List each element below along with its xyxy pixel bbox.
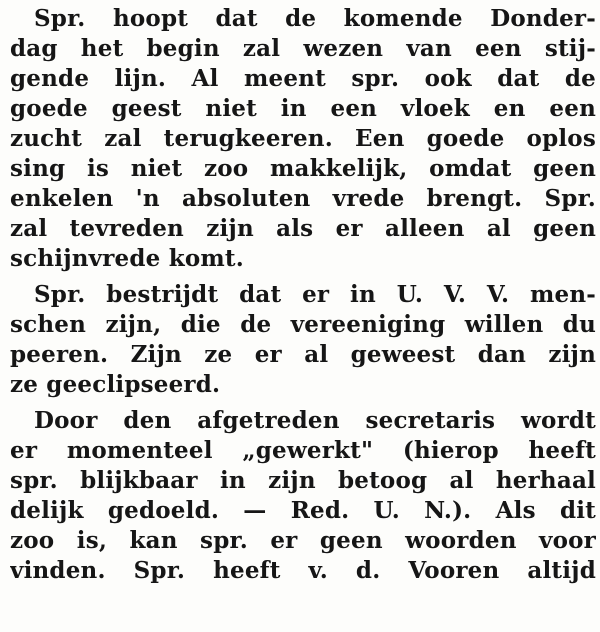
text-line: Spr. hoopt dat de komende Donder- xyxy=(34,5,596,32)
text-line: gende lijn. Al meent spr. ook dat de xyxy=(10,65,596,92)
text-line: peeren. Zijn ze er al geweest dan zijn xyxy=(10,341,596,368)
paragraph-2 xyxy=(10,280,596,400)
text-line: goede geest niet in een vloek en een xyxy=(10,95,596,122)
text-line: Door den afgetreden secretaris wordt xyxy=(34,407,596,434)
article-column xyxy=(10,4,596,586)
text-line: ze geeclipseerd. xyxy=(10,371,221,398)
text-line: dag het begin zal wezen van een stij- xyxy=(10,35,596,62)
text-line: schijnvrede komt. xyxy=(10,245,244,272)
text-line: zucht zal terugkeeren. Een goede oplos xyxy=(10,125,596,152)
text-line: spr. blijkbaar in zijn betoog al herhaal xyxy=(10,467,596,494)
text-line: Spr. bestrijdt dat er in U. V. V. men- xyxy=(34,281,596,308)
text-line: zoo is, kan spr. er geen woorden voor xyxy=(10,527,596,554)
text-line: schen zijn, die de vereeniging willen du xyxy=(10,311,596,338)
text-line: enkelen 'n absoluten vrede brengt. Spr. xyxy=(10,185,596,212)
text-line: delijk gedoeld. — Red. U. N.). Als dit xyxy=(10,497,596,524)
text-line: er momenteel „gewerkt" (hierop heeft xyxy=(10,437,596,464)
text-line: vinden. Spr. heeft v. d. Vooren altijd xyxy=(10,557,596,584)
text-line: zal tevreden zijn als er alleen al geen xyxy=(10,215,596,242)
paragraph-3 xyxy=(10,406,596,586)
paragraph-1 xyxy=(10,4,596,274)
text-line: sing is niet zoo makkelijk, omdat geen xyxy=(10,155,596,182)
